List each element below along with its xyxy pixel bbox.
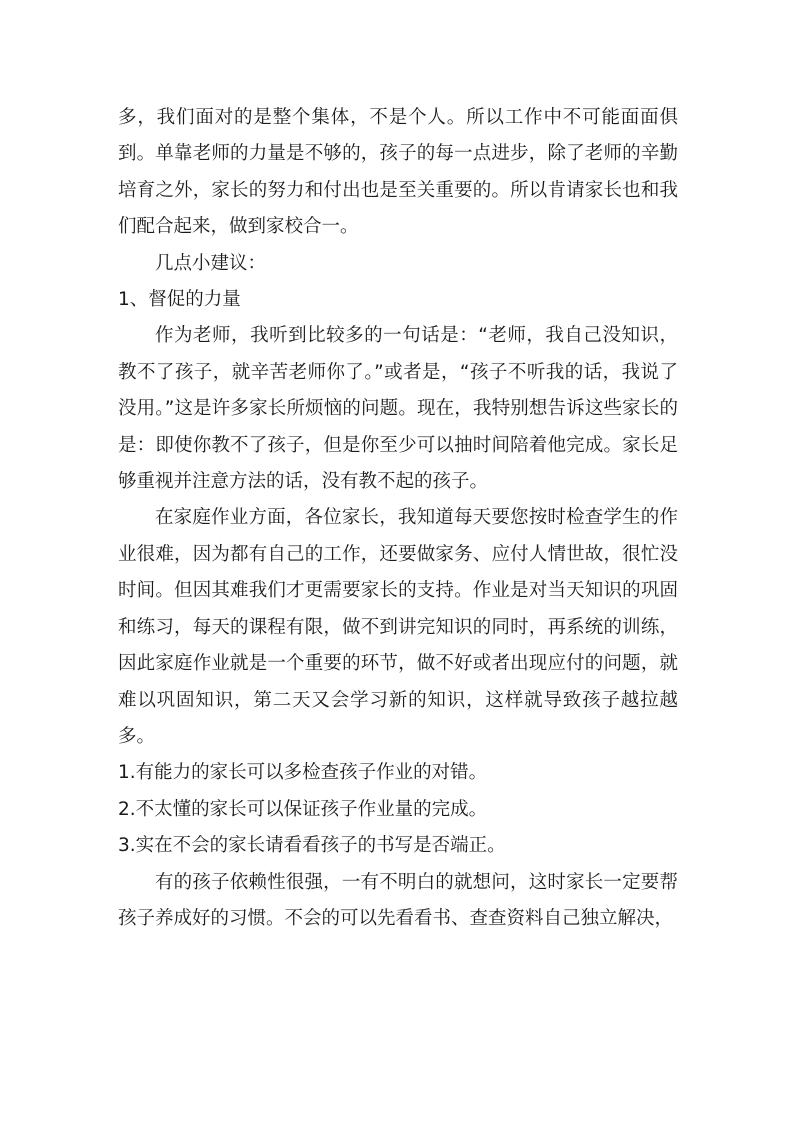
list-item-2: 2.不太懂的家长可以保证孩子作业量的完成。 xyxy=(118,798,488,820)
section-heading-supervision: 1、督促的力量 xyxy=(118,289,241,311)
paragraph-homework: 在家庭作业方面，各位家长，我知道每天要您按时检查学生的作业很难，因为都有自己的工作，还要做家务、应付人情世故，很忙没时间。但因其难我们才更需要家长的支持。作业是对当天知识的巩固和练习，每天的课程有限，做不到讲完知识的同时，再系统的训练，因此家庭作业就是一个重要的环节，做不好或者出现应付的问题，就难以巩固知识，第二天又会学习新的知识，这样就导致孩子越拉越多。 xyxy=(118,507,678,747)
paragraph-intro-continuation: 多，我们面对的是整个集体，不是个人。所以工作中不可能面面俱到。单靠老师的力量是不够的，孩子的每一点进步，除了老师的辛勤培育之外，家长的努力和付出也是至关重要的。所以肯请家长也和我们配合起来，做到家校合一。 xyxy=(118,107,678,238)
paragraph-teacher-quote: 作为老师，我听到比较多的一句话是：“老师，我自己没知识，教不了孩子，就辛苦老师你了。”或者是，“孩子不听我的话，我说了没用。”这是许多家长所烦恼的问题。现在，我特别想告诉这些家长的是：即使你教不了孩子，但是你至少可以抽时间陪着他完成。家长足够重视并注意方法的话，没有教不起的孩子。 xyxy=(118,325,678,493)
document-body xyxy=(118,100,678,937)
list-item-3: 3.实在不会的家长请看看孩子的书写是否端正。 xyxy=(118,835,506,857)
paragraph-dependency: 有的孩子依赖性很强，一有不明白的就想问，这时家长一定要帮孩子养成好的习惯。不会的可以先看看书、查查资料自己独立解决， xyxy=(118,871,678,929)
paragraph-suggestions-heading: 几点小建议： xyxy=(155,252,267,274)
list-item-1: 1.有能力的家长可以多检查孩子作业的对错。 xyxy=(118,762,488,784)
